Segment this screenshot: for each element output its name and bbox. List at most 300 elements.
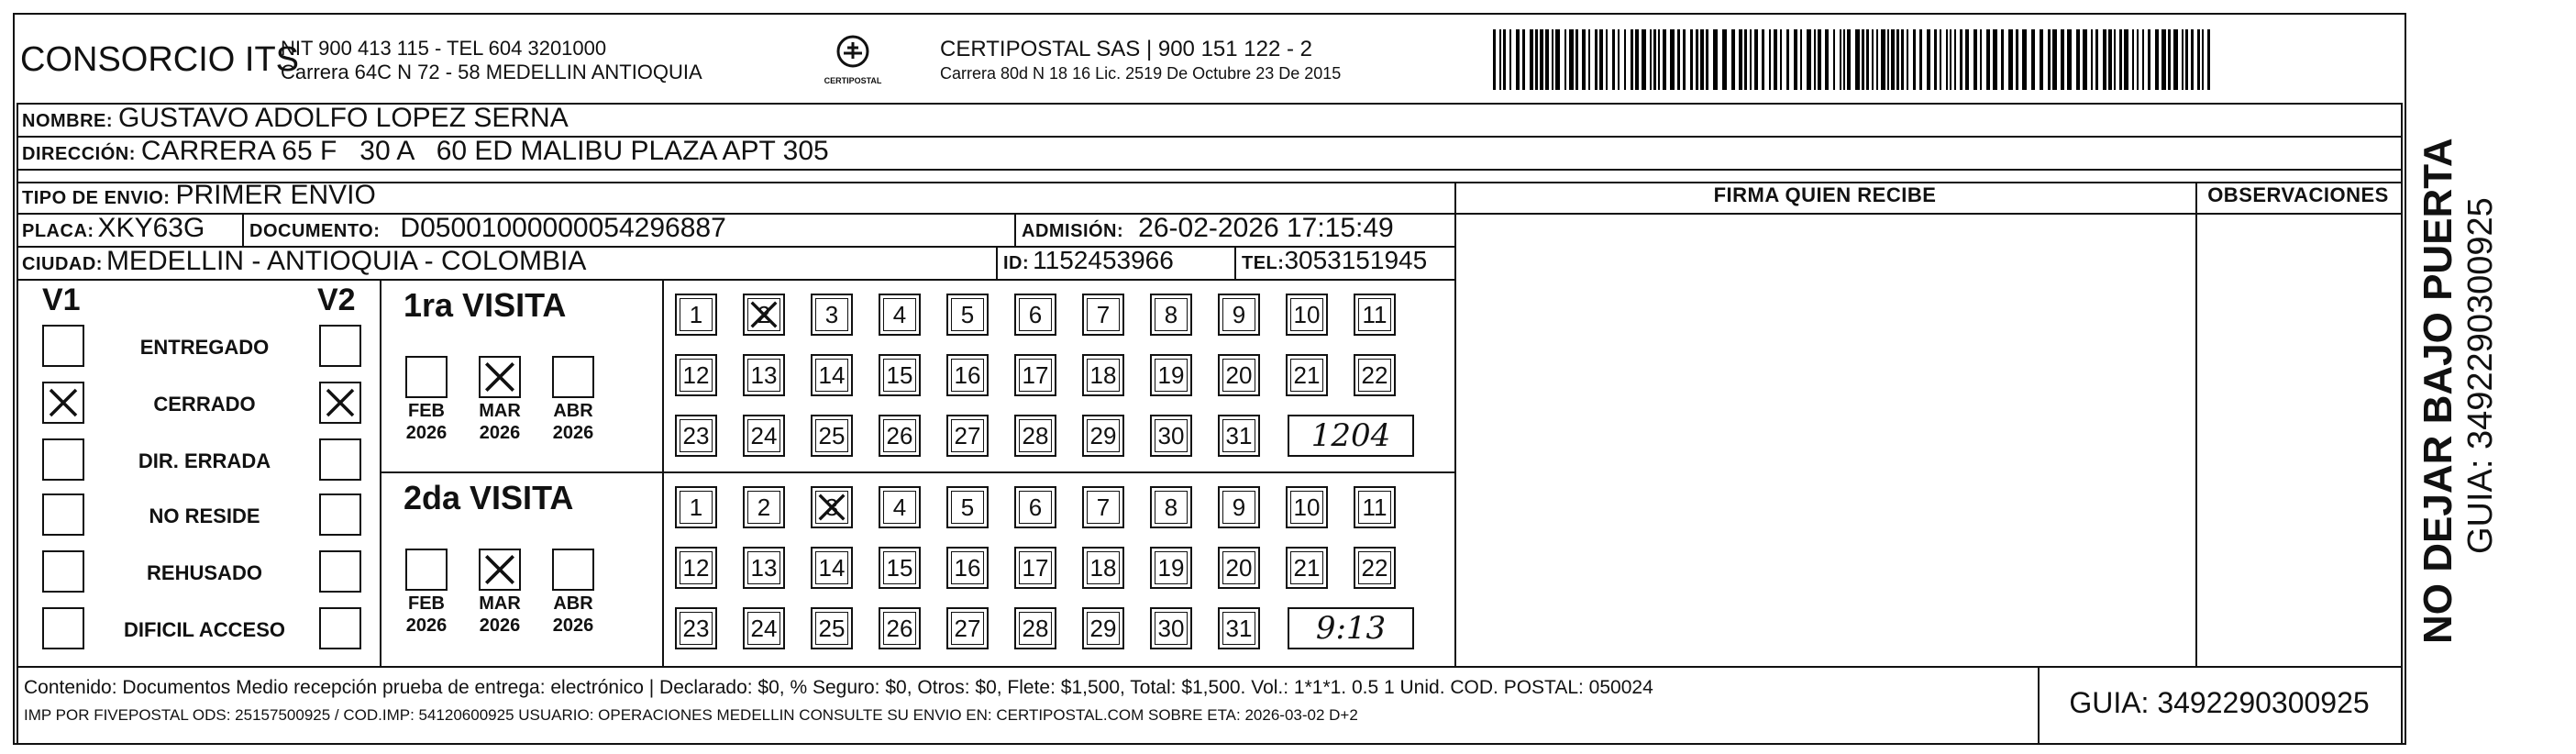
- tel-label: TEL:: [1242, 253, 1285, 273]
- month-name: MAR: [479, 401, 521, 421]
- footer-content-line: Contenido: Documentos Medio recepción prueba de entrega: electrónico | Declarado: $0, % Seguro: $0, Otros: $0, Flete: $1,500, Total: $1,500. Vol.: 1*1*1. 0.5 1 Unid. COD. POSTAL: 050024: [24, 677, 1653, 698]
- day-box[interactable]: [1082, 354, 1124, 396]
- company-address: Carrera 64C N 72 - 58 MEDELLIN ANTIOQUIA: [281, 61, 702, 83]
- day-box[interactable]: [946, 415, 989, 457]
- day-number: 11: [1362, 300, 1388, 328]
- day-box[interactable]: [675, 415, 717, 457]
- barcode-bar: [1919, 29, 1922, 90]
- barcode-bar: [1980, 29, 1982, 90]
- carrier-address: Carrera 80d N 18 16 Lic. 2519 De Octubre 23 De 2015: [940, 64, 1342, 83]
- day-number: 23: [682, 614, 710, 642]
- barcode-bar: [2016, 29, 2018, 90]
- month-checkbox[interactable]: [552, 356, 594, 398]
- company-name: CONSORCIO ITS: [20, 40, 300, 79]
- day-number: 8: [1164, 300, 1178, 328]
- admision-value: 26-02-2026 17:15:49: [1138, 213, 1394, 243]
- day-box[interactable]: [1150, 415, 1192, 457]
- carrier-name: CERTIPOSTAL SAS | 900 151 122 - 2: [940, 37, 1312, 61]
- id-field: [1003, 246, 1174, 275]
- day-box[interactable]: [811, 354, 853, 396]
- placa-field: [22, 213, 205, 244]
- month-name: ABR: [553, 401, 593, 421]
- day-box[interactable]: [1014, 607, 1056, 649]
- v1-checkbox[interactable]: [42, 438, 84, 481]
- day-box[interactable]: [946, 354, 989, 396]
- barcode-bar: [1965, 29, 1969, 90]
- day-number: 10: [1293, 300, 1321, 328]
- footer-guia-box: GUIA: 3492290300925: [2069, 686, 2370, 719]
- day-number: 3: [824, 300, 839, 328]
- v1-checkbox[interactable]: [42, 607, 84, 649]
- barcode-bar: [1516, 29, 1520, 90]
- day-number: 20: [1225, 360, 1253, 389]
- day-box[interactable]: [811, 415, 853, 457]
- side-guia: GUIA: 3492290300925: [2461, 197, 2500, 554]
- day-number: 6: [1028, 300, 1043, 328]
- barcode-bar: [1683, 29, 1686, 90]
- barcode-bar: [1913, 29, 1916, 90]
- barcode-bar: [1575, 29, 1578, 90]
- barcode-bar: [1650, 29, 1652, 90]
- day-box[interactable]: [675, 294, 717, 336]
- v2-checkbox[interactable]: [319, 325, 361, 367]
- barcode-bar: [1940, 29, 1941, 90]
- barcode-bar: [2142, 29, 2144, 90]
- barcode-bar: [2103, 29, 2106, 90]
- day-box[interactable]: [879, 486, 921, 528]
- month-name: FEB: [408, 593, 445, 614]
- day-box[interactable]: [1014, 486, 1056, 528]
- day-number: 15: [886, 360, 913, 389]
- month-label: [546, 400, 601, 444]
- barcode-bar: [1840, 29, 1841, 90]
- barcode-bar: [1722, 29, 1727, 90]
- signature-area[interactable]: [1456, 213, 2194, 664]
- month-checkbox[interactable]: [479, 356, 521, 398]
- day-number: 22: [1361, 553, 1388, 582]
- barcode-bar: [1706, 29, 1708, 90]
- v2-checkbox[interactable]: [319, 607, 361, 649]
- placa-label: PLACA:: [22, 221, 94, 241]
- barcode-bar: [1866, 29, 1869, 90]
- barcode-bar: [1731, 29, 1735, 90]
- day-number: 4: [892, 493, 907, 521]
- barcode-bar: [2202, 29, 2204, 90]
- barcode-bar: [2197, 29, 2200, 90]
- barcode-bar: [1696, 29, 1698, 90]
- day-box[interactable]: [1082, 607, 1124, 649]
- barcode-bar: [1744, 29, 1747, 90]
- day-box[interactable]: [1286, 486, 1328, 528]
- barcode-bar: [1862, 29, 1864, 90]
- day-box[interactable]: [1150, 486, 1192, 528]
- day-number: 13: [750, 360, 778, 389]
- v2-header: V2: [317, 283, 356, 317]
- day-mark: [746, 297, 781, 332]
- barcode-bar: [1618, 29, 1620, 90]
- certipostal-logo: [807, 33, 899, 85]
- day-box[interactable]: [879, 607, 921, 649]
- barcode-bar: [1950, 29, 1951, 90]
- documento-label: DOCUMENTO:: [249, 221, 381, 241]
- handwritten-time[interactable]: 1204: [1288, 415, 1414, 457]
- day-number: 28: [1022, 614, 1049, 642]
- barcode-bar: [2108, 29, 2112, 90]
- day-number: 17: [1022, 553, 1049, 582]
- barcode-bar: [1818, 29, 1821, 90]
- day-box[interactable]: [879, 547, 921, 589]
- day-box[interactable]: [811, 294, 853, 336]
- barcode-bar: [2083, 29, 2087, 90]
- month-label: [546, 593, 601, 637]
- day-number: 9: [1232, 300, 1246, 328]
- barcode-bar: [1642, 29, 1646, 90]
- day-box[interactable]: [1082, 294, 1124, 336]
- tipo-envio-label: TIPO DE ENVIO:: [22, 188, 171, 208]
- day-number: 24: [750, 421, 778, 449]
- day-box[interactable]: [1354, 294, 1396, 336]
- day-box[interactable]: [811, 486, 853, 528]
- visit-title: 2da VISITA: [404, 479, 574, 516]
- x-mark-icon: [322, 384, 359, 421]
- tel-value: 3053151945: [1284, 246, 1428, 274]
- barcode-bar: [1762, 29, 1764, 90]
- month-name: FEB: [408, 401, 445, 421]
- nombre-label: NOMBRE:: [22, 111, 114, 131]
- barcode-bar: [1530, 29, 1533, 90]
- day-number: 13: [750, 553, 778, 582]
- day-box[interactable]: [879, 294, 921, 336]
- admision-label: ADMISIÓN:: [1022, 221, 1124, 241]
- day-number: 14: [818, 553, 846, 582]
- observaciones-label: OBSERVACIONES: [2207, 183, 2389, 206]
- day-box[interactable]: [743, 547, 785, 589]
- day-number: 1: [689, 493, 703, 521]
- v2-checkbox[interactable]: [319, 493, 361, 536]
- day-number: 24: [750, 614, 778, 642]
- day-box[interactable]: [946, 607, 989, 649]
- day-box[interactable]: [1014, 294, 1056, 336]
- v2-checkbox[interactable]: [319, 550, 361, 593]
- barcode-bar: [1891, 29, 1895, 90]
- barcode-bar: [2155, 29, 2159, 90]
- day-box[interactable]: [743, 607, 785, 649]
- barcode-bar: [2091, 29, 2093, 90]
- barcode-bar: [1555, 29, 1560, 90]
- day-box[interactable]: [1082, 415, 1124, 457]
- status-label: DIR. ERRADA: [138, 449, 271, 472]
- day-number: 11: [1362, 493, 1388, 521]
- day-number: 18: [1089, 360, 1117, 389]
- barcode-bar: [1493, 29, 1496, 90]
- day-box[interactable]: [1286, 354, 1328, 396]
- day-number: 31: [1225, 421, 1253, 449]
- barcode-bar: [2207, 29, 2210, 90]
- month-year: 2026: [479, 423, 521, 443]
- barcode-bar: [2052, 29, 2057, 90]
- barcode-bar: [1606, 29, 1608, 90]
- day-number: 21: [1293, 553, 1321, 582]
- day-number: 8: [1164, 493, 1178, 521]
- barcode-bar: [1503, 29, 1506, 90]
- month-year: 2026: [552, 615, 594, 636]
- day-box[interactable]: [1014, 547, 1056, 589]
- direccion-value: CARRERA 65 F 30 A 60 ED MALIBU PLAZA APT 305: [140, 136, 829, 166]
- day-box[interactable]: [946, 294, 989, 336]
- barcode-bar: [1993, 29, 1997, 90]
- nombre-value: GUSTAVO ADOLFO LOPEZ SERNA: [118, 103, 569, 133]
- admision-field: [1022, 213, 1394, 244]
- day-box[interactable]: [675, 486, 717, 528]
- barcode-bar: [1927, 29, 1930, 90]
- barcode-bar: [2040, 29, 2043, 90]
- month-name: ABR: [553, 593, 593, 614]
- observations-area[interactable]: [2197, 213, 2399, 664]
- day-number: 25: [818, 614, 846, 642]
- day-number: 18: [1089, 553, 1117, 582]
- direccion-label: DIRECCIÓN:: [22, 144, 136, 164]
- day-box[interactable]: [1014, 415, 1056, 457]
- day-box[interactable]: [1286, 547, 1328, 589]
- certipostal-logo-text: CERTIPOSTAL: [824, 76, 882, 85]
- day-box[interactable]: [1218, 607, 1260, 649]
- barcode-bar: [1986, 29, 1990, 90]
- day-number: 30: [1157, 421, 1185, 449]
- barcode-bar: [1794, 29, 1797, 90]
- day-box[interactable]: [675, 607, 717, 649]
- day-number: 21: [1293, 360, 1321, 389]
- status-label: REHUSADO: [147, 561, 262, 584]
- barcode-bar: [1769, 29, 1771, 90]
- footer-imp-line: IMP POR FIVEPOSTAL ODS: 25157500925 / COD.IMP: 54120600925 USUARIO: OPERACIONES MEDELLIN CONSULTE SU ENVIO EN: CERTIPOSTAL.COM SOBRE ETA: 2026-03-02 D+2: [24, 706, 1358, 724]
- documento-field: [249, 213, 726, 244]
- barcode-bar: [1833, 29, 1835, 90]
- barcode-bar: [1624, 29, 1626, 90]
- day-number: 10: [1293, 493, 1321, 521]
- barcode-bar: [1545, 29, 1549, 90]
- barcode-bar: [1595, 29, 1598, 90]
- day-box[interactable]: [879, 415, 921, 457]
- firma-label: FIRMA QUIEN RECIBE: [1713, 183, 1937, 206]
- day-number: 9: [1232, 493, 1246, 521]
- barcode-bar: [2191, 29, 2194, 90]
- day-number: 19: [1157, 553, 1185, 582]
- barcode-bar: [1934, 29, 1937, 90]
- day-number: 27: [954, 614, 981, 642]
- v1-header: V1: [42, 283, 81, 317]
- barcode-bar: [2076, 29, 2080, 90]
- barcode-bar: [1825, 29, 1829, 90]
- status-label: ENTREGADO: [139, 336, 270, 359]
- month-year: 2026: [479, 615, 521, 636]
- barcode-bar: [1872, 29, 1874, 90]
- day-box[interactable]: [743, 486, 785, 528]
- day-box[interactable]: [1150, 547, 1192, 589]
- barcode-bar: [1800, 29, 1802, 90]
- day-box[interactable]: [743, 294, 785, 336]
- barcode-bar: [1739, 29, 1742, 90]
- barcode-bar: [1954, 29, 1956, 90]
- barcode-bar: [1876, 29, 1878, 90]
- day-box[interactable]: [1218, 486, 1260, 528]
- barcode-bar: [1635, 29, 1639, 90]
- day-number: 30: [1157, 614, 1185, 642]
- day-number: 2: [757, 493, 771, 521]
- barcode-bar: [2185, 29, 2188, 90]
- barcode-bar: [1814, 29, 1816, 90]
- month-checkbox[interactable]: [405, 356, 448, 398]
- day-box[interactable]: [1354, 547, 1396, 589]
- day-box[interactable]: [1082, 486, 1124, 528]
- nombre-row: [22, 103, 569, 134]
- day-number: 6: [1028, 493, 1043, 521]
- day-number: 26: [886, 614, 913, 642]
- month-year: 2026: [552, 423, 594, 443]
- barcode-bar: [1960, 29, 1962, 90]
- day-box[interactable]: [946, 486, 989, 528]
- direccion-row: [22, 136, 829, 167]
- barcode-bar: [1774, 29, 1777, 90]
- barcode-bar: [2168, 29, 2171, 90]
- barcode-bar: [2008, 29, 2013, 90]
- day-box[interactable]: [1150, 607, 1192, 649]
- v2-checkbox[interactable]: [319, 382, 361, 424]
- barcode-bar: [1588, 29, 1590, 90]
- day-box[interactable]: [1286, 294, 1328, 336]
- barcode-bar: [1677, 29, 1680, 90]
- barcode-bar: [1786, 29, 1789, 90]
- day-number: 14: [818, 360, 846, 389]
- day-number: 19: [1157, 360, 1185, 389]
- day-number: 2: [757, 300, 771, 328]
- barcode-bar: [1887, 29, 1889, 90]
- day-number: 26: [886, 421, 913, 449]
- barcode-bar: [1973, 29, 1977, 90]
- day-box[interactable]: [879, 354, 921, 396]
- barcode-bar: [2173, 29, 2178, 90]
- ciudad-value: MEDELLIN - ANTIOQUIA - COLOMBIA: [105, 246, 587, 276]
- v1-checkbox[interactable]: [42, 493, 84, 536]
- barcode-bar: [1881, 29, 1885, 90]
- day-number: 25: [818, 421, 846, 449]
- visit-title: 1ra VISITA: [404, 286, 567, 324]
- day-box[interactable]: [811, 547, 853, 589]
- v2-checkbox[interactable]: [319, 438, 361, 481]
- barcode-bar: [1552, 29, 1553, 90]
- x-mark-icon: [481, 550, 519, 589]
- day-box[interactable]: [811, 607, 853, 649]
- month-checkbox[interactable]: [479, 549, 521, 591]
- day-box[interactable]: [743, 354, 785, 396]
- tipo-envio-value: PRIMER ENVIO: [175, 180, 376, 210]
- placa-value: XKY63G: [97, 213, 205, 243]
- barcode-bar: [2061, 29, 2064, 90]
- day-mark: [814, 490, 849, 525]
- day-box[interactable]: [1218, 354, 1260, 396]
- day-box[interactable]: [675, 547, 717, 589]
- day-number: 12: [682, 553, 710, 582]
- barcode-bar: [2132, 29, 2134, 90]
- day-number: 23: [682, 421, 710, 449]
- day-box[interactable]: [946, 547, 989, 589]
- month-checkbox[interactable]: [405, 549, 448, 591]
- barcode-bar: [1509, 29, 1511, 90]
- barcode-bar: [2119, 29, 2122, 90]
- status-label: DIFICIL ACCESO: [123, 618, 285, 641]
- day-number: 3: [824, 493, 839, 521]
- barcode-bar: [2031, 29, 2035, 90]
- barcode-bar: [1847, 29, 1851, 90]
- day-number: 7: [1096, 493, 1111, 521]
- day-box[interactable]: [1082, 547, 1124, 589]
- barcode-bar: [1631, 29, 1633, 90]
- handwritten-time[interactable]: 9:13: [1288, 607, 1414, 649]
- day-box[interactable]: [1218, 294, 1260, 336]
- barcode-bar: [1780, 29, 1782, 90]
- barcode-bar: [1754, 29, 1758, 90]
- day-number: 5: [960, 300, 975, 328]
- certipostal-logo-icon: [833, 33, 873, 73]
- x-mark-icon: [481, 358, 519, 396]
- barcode-bar: [2048, 29, 2051, 90]
- day-number: 12: [682, 360, 710, 389]
- day-number: 16: [954, 553, 981, 582]
- barcode-bar: [2095, 29, 2098, 90]
- day-number: 29: [1089, 421, 1117, 449]
- company-nit: NIT 900 413 115 - TEL 604 3201000: [281, 37, 607, 60]
- day-number: 16: [954, 360, 981, 389]
- barcode-bar: [1700, 29, 1704, 90]
- day-number: 27: [954, 421, 981, 449]
- barcode-bar: [1907, 29, 1908, 90]
- day-box[interactable]: [1354, 354, 1396, 396]
- barcode-bar: [1569, 29, 1574, 90]
- v1-checkbox[interactable]: [42, 550, 84, 593]
- barcode-bar: [1670, 29, 1675, 90]
- day-box[interactable]: [1354, 486, 1396, 528]
- day-number: 29: [1089, 614, 1117, 642]
- tel-field: [1242, 246, 1427, 275]
- month-year: 2026: [405, 615, 448, 636]
- barcode-bar: [2182, 29, 2184, 90]
- day-box[interactable]: [1218, 415, 1260, 457]
- day-box[interactable]: [675, 354, 717, 396]
- barcode-bar: [2114, 29, 2116, 90]
- day-box[interactable]: [1150, 354, 1192, 396]
- v1-checkbox[interactable]: [42, 325, 84, 367]
- barcode-bar: [1612, 29, 1615, 90]
- id-value: 1152453966: [1033, 246, 1174, 274]
- month-checkbox[interactable]: [552, 549, 594, 591]
- barcode-bar: [1946, 29, 1948, 90]
- v1-checkbox[interactable]: [42, 382, 84, 424]
- barcode-bar: [1540, 29, 1543, 90]
- barcode-bar: [1522, 29, 1525, 90]
- tipo-envio-row: [22, 180, 376, 211]
- barcode-bar: [2067, 29, 2072, 90]
- day-box[interactable]: [1218, 547, 1260, 589]
- day-number: 4: [892, 300, 907, 328]
- documento-value: D05001000000054296887: [400, 213, 726, 243]
- month-year: 2026: [405, 423, 448, 443]
- barcode-bar: [1499, 29, 1501, 90]
- day-box[interactable]: [1150, 294, 1192, 336]
- day-box[interactable]: [743, 415, 785, 457]
- barcode-bar: [2148, 29, 2150, 90]
- x-mark-icon: [814, 490, 849, 525]
- day-box[interactable]: [1014, 354, 1056, 396]
- day-number: 1: [689, 300, 703, 328]
